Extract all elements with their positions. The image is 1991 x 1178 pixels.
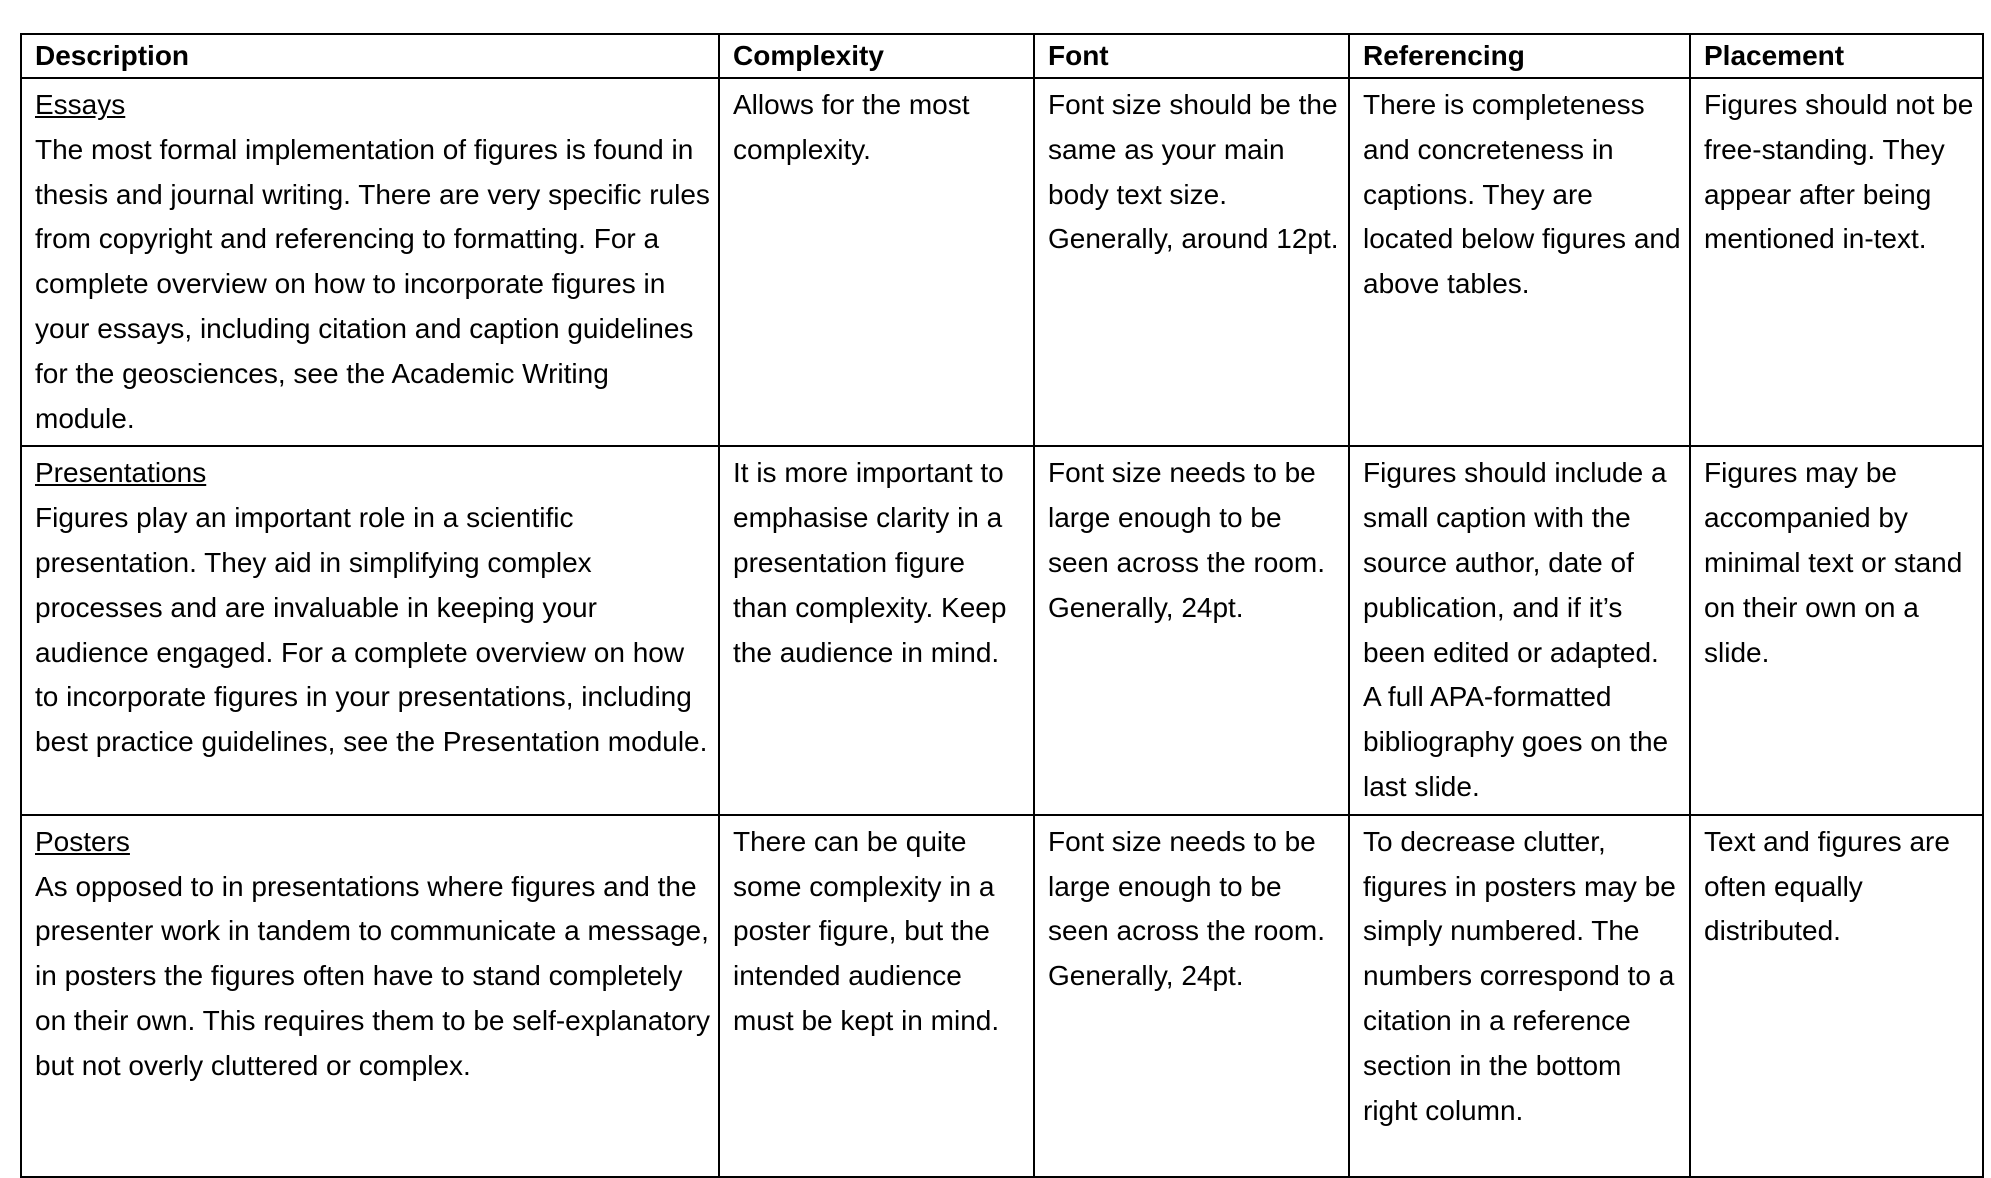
row-description-text: As opposed to in presentations where figures and the presenter work in tandem to communicate a message, in posters the figures often have to stand completely on their own. This requires them to be self-explanatory but not overly cluttered or complex. [35,870,710,1081]
cell-placement: Text and figures are often equally distributed. [1690,815,1983,1177]
comparison-table [20,33,1984,1178]
cell-font: Font size needs to be large enough to be seen across the room. Generally, 24pt. [1034,446,1349,814]
row-title: Presentations [35,457,207,489]
header-referencing: Referencing [1349,34,1690,78]
row-description-text: Figures play an important role in a scientific presentation. They aid in simplifying complex processes and are invaluable in keeping your audience engaged. For a complete overview on how to incorporate figures in your presentations, including best practice guidelines, see the Presentation module. [35,502,708,758]
cell-description [21,78,719,446]
cell-description [21,446,719,814]
cell-font: Font size needs to be large enough to be seen across the room. Generally, 24pt. [1034,815,1349,1177]
cell-placement: Figures may be accompanied by minimal text or stand on their own on a slide. [1690,446,1983,814]
cell-complexity: There can be quite some complexity in a poster figure, but the intended audience must be kept in mind. [719,815,1034,1177]
cell-referencing: To decrease clutter, figures in posters may be simply numbered. The numbers correspond to a citation in a reference section in the bottom right column. [1349,815,1690,1177]
cell-complexity: It is more important to emphasise clarity in a presentation figure than complexity. Keep the audience in mind. [719,446,1034,814]
cell-description [21,815,719,1177]
cell-referencing: Figures should include a small caption with the source author, date of publication, and if it’s been edited or adapted. A full APA-formatted bibliography goes on the last slide. [1349,446,1690,814]
header-placement: Placement [1690,34,1983,78]
cell-placement: Figures should not be free-standing. They appear after being mentioned in-text. [1690,78,1983,446]
table-row-posters [21,815,1983,1177]
header-description: Description [21,34,719,78]
cell-complexity: Allows for the most complexity. [719,78,1034,446]
row-title: Essays [35,89,126,120]
table-row-essays [21,78,1983,446]
header-row [21,34,1983,78]
cell-referencing: There is completeness and concreteness in captions. They are located below figures and above tables. [1349,78,1690,446]
row-title: Posters [35,825,130,857]
header-complexity: Complexity [719,34,1034,78]
table-row-presentations [21,446,1983,814]
cell-font: Font size should be the same as your main body text size. Generally, around 12pt. [1034,78,1349,446]
row-description-text: The most formal implementation of figures is found in thesis and journal writing. There are very specific rules from copyright and referencing to formatting. For a complete overview on how to incorporate figures in your essays, including citation and caption guidelines for the geosciences, see the Academic Writing module. [35,133,710,434]
header-font: Font [1034,34,1349,78]
